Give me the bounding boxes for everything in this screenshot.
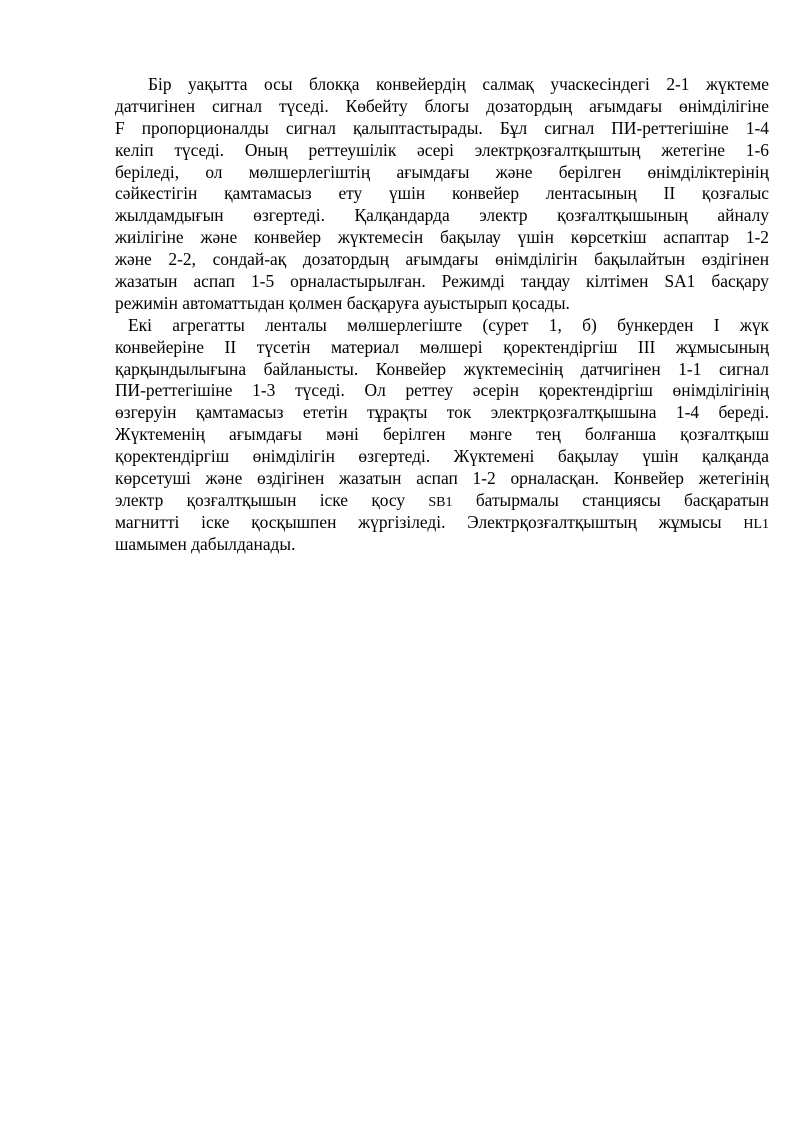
text-line: Екі агрегатты ленталы мөлшерлегіште (сурет 1, б) бункерден I жүк bbox=[128, 314, 769, 335]
button-station-code: SB1 bbox=[428, 494, 453, 510]
text-line: датчигінен сигнал түседі. Көбейту блогы дозатордың ағымдағы өнімділігіне bbox=[115, 95, 769, 116]
lamp-code: HL1 bbox=[743, 516, 769, 532]
text-segment: батырмалы станциясы басқаратын bbox=[452, 489, 769, 510]
text-line: беріледі, ол мөлшерлегіштің ағымдағы және берілген өнімділіктерінің bbox=[115, 161, 769, 182]
text-line: өзгеруін қамтамасыз ететін тұрақты ток электрқозғалтқышына 1-4 береді. bbox=[115, 402, 769, 423]
text-line: және 2-2, сондай-ақ дозатордың ағымдағы өнімділігін бақылайтын өздігінен bbox=[115, 249, 769, 270]
text-line: ПИ-реттегішіне 1-3 түседі. Ол реттеу әсерін қоректендіргіш өнімділігінің bbox=[115, 380, 769, 401]
text-line: көрсетуші және өздігінен жазатын аспап 1-2 орналасқан. Конвейер жетегінің bbox=[115, 468, 769, 489]
text-line: келіп түседі. Оның реттеушілік әсері электрқозғалтқыштың жетегіне 1-6 bbox=[115, 139, 769, 160]
text-line: жиілігіне және конвейер жүктемесін бақылау үшін көрсеткіш аспаптар 1-2 bbox=[115, 227, 769, 248]
text-line: жылдамдығын өзгертеді. Қалқандарда электр қозғалтқышының айналу bbox=[115, 205, 769, 226]
paragraph-1 bbox=[115, 74, 769, 315]
text-line: режимін автоматтыдан қолмен басқаруға ауыстырып қосады. bbox=[115, 292, 570, 313]
document-page bbox=[115, 74, 769, 556]
text-line: Жүктеменің ағымдағы мәні берілген мәнге тең болғанша қозғалтқыш bbox=[115, 424, 769, 445]
text-line: сәйкестігін қамтамасыз ету үшін конвейер лентасының II қозғалыс bbox=[115, 183, 769, 204]
paragraph-2 bbox=[115, 315, 769, 556]
text-line: конвейеріне II түсетін материал мөлшері қоректендіргіш III жұмысының bbox=[115, 336, 769, 357]
text-line: Бір уақытта осы блокқа конвейердің салмақ учаскесіндегі 2-1 жүктеме bbox=[148, 74, 769, 94]
text-segment: электр қозғалтқышын іске қосу bbox=[115, 489, 429, 510]
text-segment: магнитті іске қосқышпен жүргізіледі. Электрқозғалтқыштың жұмысы bbox=[115, 511, 744, 532]
text-line: қарқындылығына байланысты. Конвейер жүктемесінің датчигінен 1-1 сигнал bbox=[115, 358, 769, 379]
text-line: шамымен дабылданады. bbox=[115, 533, 296, 554]
text-line bbox=[115, 490, 769, 512]
text-line: F пропорционалды сигнал қалыптастырады. Бұл сигнал ПИ-реттегішіне 1-4 bbox=[115, 117, 769, 138]
text-line: жазатын аспап 1-5 орналастырылған. Режимді таңдау кілтімен SA1 басқару bbox=[115, 271, 769, 292]
text-line bbox=[115, 512, 769, 534]
text-line: қоректендіргіш өнімділігін өзгертеді. Жүктемені бақылау үшін қалқанда bbox=[115, 446, 769, 467]
